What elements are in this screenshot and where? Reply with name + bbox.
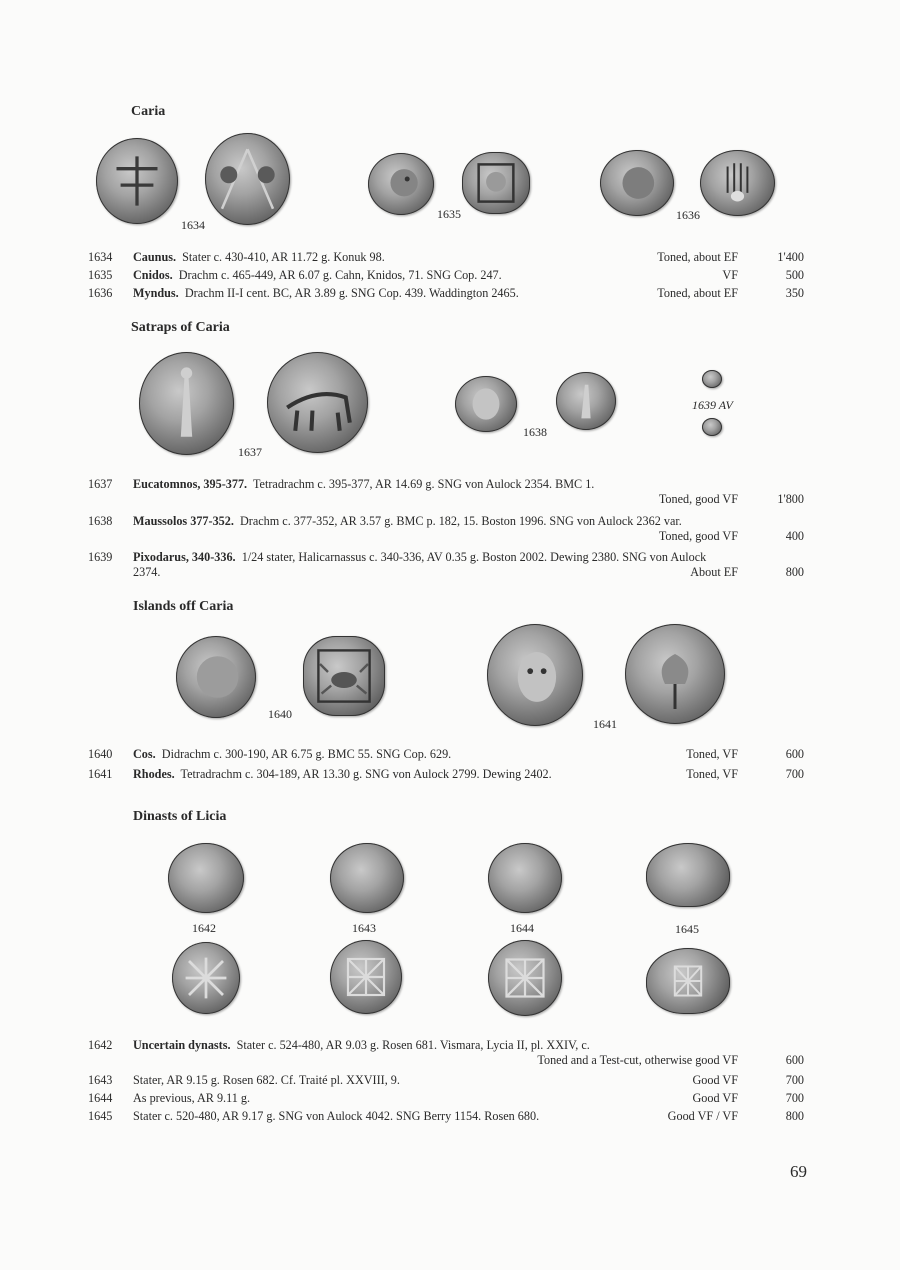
lot-number: 1642 [88, 1038, 113, 1052]
coin-1638-obverse-image [455, 376, 517, 432]
coin-1644-reverse-image [488, 940, 562, 1016]
lot-description: Didrachm c. 300-190, AR 6.75 g. BMC 55. SNG Cop. 629. [161, 747, 452, 761]
coin-label-1639: 1639 AV [692, 398, 733, 412]
coin-label-1636: 1636 [676, 208, 700, 222]
lot-description: Stater c. 520-480, AR 9.17 g. SNG von Aulock 4042. SNG Berry 1154. Rosen 680. [133, 1109, 540, 1123]
lot-name: Maussolos 377-352. [133, 514, 234, 528]
coin-label-1638: 1638 [523, 425, 547, 439]
lot-name: Myndus. [133, 286, 179, 300]
coin-label-1637: 1637 [238, 445, 262, 459]
lot-description: As previous, AR 9.11 g. [133, 1091, 251, 1105]
coin-1635-obverse-image [368, 153, 434, 215]
lot-number: 1634 [88, 250, 113, 264]
coin-label-1642: 1642 [192, 921, 216, 935]
coin-1640-obverse-image [176, 636, 256, 718]
lot-number: 1640 [88, 747, 113, 761]
coin-1641-obverse-image [487, 624, 583, 726]
lot-number: 1644 [88, 1091, 113, 1105]
lot-grade: Toned, about EF [657, 250, 738, 264]
lot-grade: Toned, VF [686, 767, 738, 781]
lot-number: 1638 [88, 514, 113, 528]
lot-description: Drachm c. 465-449, AR 6.07 g. Cahn, Knidos, 71. SNG Cop. 247. [178, 268, 502, 282]
lot-grade: Good VF [692, 1091, 738, 1105]
lot-price: 800 [785, 565, 804, 579]
lot-price: 400 [785, 529, 804, 543]
coin-1634-obverse-image [96, 138, 178, 224]
coin-1643-reverse-image [330, 940, 402, 1014]
lot-price: 800 [785, 1109, 804, 1123]
coin-1635-reverse-image [462, 152, 530, 214]
lot-grade: VF [722, 268, 738, 282]
lot-grade: Toned, good VF [658, 529, 738, 543]
lot-number: 1645 [88, 1109, 113, 1123]
coin-label-1635: 1635 [437, 207, 461, 221]
coin-1638-reverse-image [556, 372, 616, 430]
lot-grade: Toned, good VF [658, 492, 738, 506]
coin-1642-reverse-image [172, 942, 240, 1014]
coin-1634-reverse-image [205, 133, 290, 225]
lot-grade: Toned and a Test-cut, otherwise good VF [537, 1053, 738, 1067]
lot-price: 700 [785, 1073, 804, 1087]
lot-price: 1'800 [777, 492, 804, 506]
lot-price: 500 [785, 268, 804, 282]
lot-price: 1'400 [777, 250, 804, 264]
coin-1640-reverse-image [303, 636, 385, 716]
section-heading-caria: Caria [131, 104, 166, 119]
lot-grade: Toned, VF [686, 747, 738, 761]
lot-number: 1641 [88, 767, 113, 781]
coin-1645-obverse-image [646, 843, 730, 907]
lot-description: Stater c. 430-410, AR 11.72 g. Konuk 98. [182, 250, 385, 264]
section-heading-satraps-of-caria: Satraps of Caria [131, 320, 230, 335]
coin-label-1640: 1640 [268, 707, 292, 721]
lot-description: Stater c. 524-480, AR 9.03 g. Rosen 681. Vismara, Lycia II, pl. XXIV, c. [236, 1038, 590, 1052]
lot-grade: Toned, about EF [657, 286, 738, 300]
section-heading-islands-off-caria: Islands off Caria [133, 599, 234, 614]
coin-label-1634: 1634 [181, 218, 205, 232]
coin-1637-obverse-image [139, 352, 234, 455]
lot-number: 1643 [88, 1073, 113, 1087]
lot-description: Stater, AR 9.15 g. Rosen 682. Cf. Traité pl. XXVIII, 9. [133, 1073, 400, 1087]
lot-price: 600 [785, 1053, 804, 1067]
coin-1636-reverse-image [700, 150, 775, 216]
coin-1636-obverse-image [600, 150, 674, 216]
coin-label-1643: 1643 [352, 921, 376, 935]
coin-1645-reverse-image [646, 948, 730, 1014]
coin-1643-obverse-image [330, 843, 404, 913]
lot-name: Cnidos. [133, 268, 173, 282]
section-heading-dinasts-of-licia: Dinasts of Licia [133, 809, 227, 824]
lot-price: 350 [785, 286, 804, 300]
lot-name: Cos. [133, 747, 156, 761]
lot-name: Pixodarus, 340-336. [133, 550, 236, 564]
lot-grade: Good VF / VF [667, 1109, 738, 1123]
lot-number: 1636 [88, 286, 113, 300]
coin-label-1641: 1641 [593, 717, 617, 731]
coin-1637-reverse-image [267, 352, 368, 453]
lot-description: Tetradrachm c. 304-189, AR 13.30 g. SNG von Aulock 2799. Dewing 2402. [180, 767, 552, 781]
lot-number: 1635 [88, 268, 113, 282]
lot-number: 1639 [88, 550, 113, 564]
lot-grade: Good VF [692, 1073, 738, 1087]
coin-1641-reverse-image [625, 624, 725, 724]
lot-number: 1637 [88, 477, 113, 491]
lot-name: Rhodes. [133, 767, 175, 781]
lot-description: Drachm II-I cent. BC, AR 3.89 g. SNG Cop. 439. Waddington 2465. [184, 286, 519, 300]
lot-grade: About EF [690, 565, 738, 579]
lot-description: 1/24 stater, Halicarnassus c. 340-336, AV 0.35 g. Boston 2002. Dewing 2380. SNG von Aulock [241, 550, 707, 564]
coin-label-1645: 1645 [675, 922, 699, 936]
lot-description: Drachm c. 377-352, AR 3.57 g. BMC p. 182, 15. Boston 1996. SNG von Aulock 2362 var. [240, 514, 682, 528]
coin-1639-reverse-image [702, 418, 722, 436]
lot-description-continued: 2374. [133, 565, 161, 579]
lot-name: Eucatomnos, 395-377. [133, 477, 248, 491]
lot-description: Tetradrachm c. 395-377, AR 14.69 g. SNG von Aulock 2354. BMC 1. [252, 477, 595, 491]
lot-price: 700 [785, 1091, 804, 1105]
coin-1639-obverse-image [702, 370, 722, 388]
coin-1642-obverse-image [168, 843, 244, 913]
lot-price: 700 [785, 767, 804, 781]
lot-name: Uncertain dynasts. [133, 1038, 231, 1052]
lot-price: 600 [785, 747, 804, 761]
coin-label-1644: 1644 [510, 921, 534, 935]
coin-1644-obverse-image [488, 843, 562, 913]
lot-name: Caunus. [133, 250, 177, 264]
page-number: 69 [790, 1162, 807, 1181]
